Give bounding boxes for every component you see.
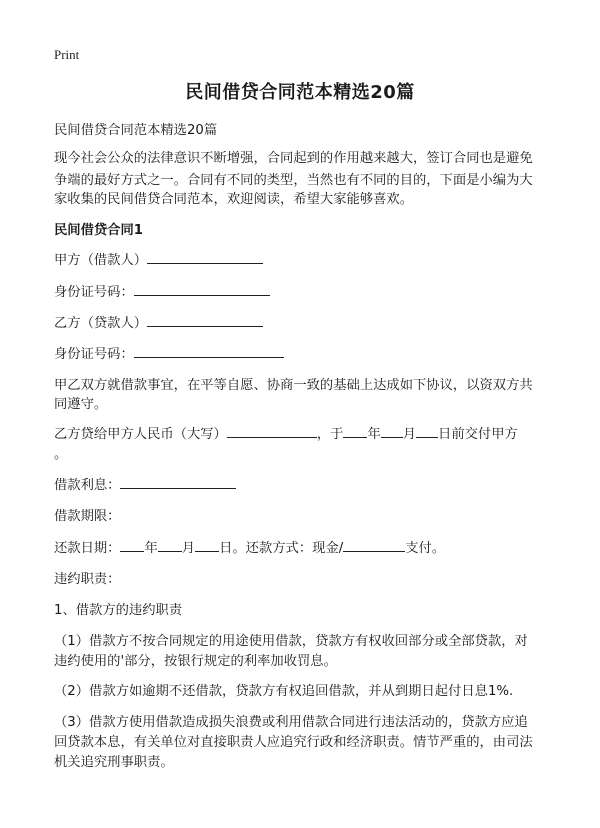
party-a-blank: [147, 250, 263, 264]
repay-method-blank: [343, 538, 405, 552]
day-blank: [416, 424, 438, 438]
repay-month-blank: [158, 538, 182, 552]
repay-label: 还款日期：: [54, 541, 121, 556]
repay-month-label: 月: [181, 541, 196, 556]
party-a-label: 甲方（借款人）: [54, 253, 148, 268]
party-a-row: [54, 249, 263, 268]
repay-row: [54, 537, 445, 556]
intro-line: 现今社会公众的法律意识不断增强，合同起到的作用越来越大，签订合同也是避免: [54, 151, 533, 166]
repay-suffix: 支付。: [405, 541, 446, 556]
clause-line: 违约使用的'部分，按银行规定的利率加收罚息。: [54, 654, 337, 669]
month-blank: [381, 424, 403, 438]
party-b-row: [54, 312, 263, 331]
agreement-line: 甲乙双方就借款事宜，在平等自愿、协商一致的基础上达成如下协议，以资双方共: [54, 378, 533, 393]
id-number-label: 身份证号码：: [54, 285, 134, 300]
term-row: 借款期限：: [54, 509, 121, 524]
id-number-row-1: [54, 281, 270, 300]
interest-row: [54, 474, 236, 493]
month-label: 月: [402, 427, 417, 442]
clause-line: 回贷款本息，有关单位对直接职责人应追究行政和经济职责。情节严重的，由司法: [54, 735, 533, 750]
loan-amount-row: [54, 423, 518, 442]
clause-line: 机关追究刑事职责。: [54, 755, 174, 770]
liability-item: 1、借款方的违约职责: [54, 603, 183, 618]
intro-paragraph: [54, 148, 533, 192]
document-subtitle: 民间借贷合同范本精选20篇: [54, 123, 218, 138]
repay-year-label: 年: [144, 541, 158, 556]
interest-blank: [120, 475, 236, 489]
party-b-label: 乙方（贷款人）: [54, 316, 148, 331]
id-number-label: 身份证号码：: [54, 347, 134, 362]
loan-date-prefix: ，于: [316, 427, 344, 442]
loan-period: 。: [54, 447, 68, 462]
clause-line: （1）借款方不按合同规定的用途使用借款，贷款方有权收回部分或全部贷款，对: [54, 634, 528, 649]
party-b-blank: [147, 313, 263, 327]
liability-heading: 违约职责：: [54, 572, 121, 587]
document-title: 民间借贷合同范本精选20篇: [185, 82, 415, 103]
id-number-blank: [134, 344, 284, 358]
loan-amount-blank: [227, 424, 317, 438]
intro-line: 争端的最好方式之一。合同有不同的类型，当然也有不同的目的，下面是小编为大: [54, 173, 533, 188]
year-label: 年: [367, 427, 381, 442]
clause-line: （3）借款方使用借款造成损失浪费或利用借款合同进行违法活动的，贷款方应追: [54, 715, 528, 730]
intro-line: 家收集的民间借贷合同范本，欢迎阅读，希望大家能够喜欢。: [54, 192, 414, 207]
print-link[interactable]: Print: [54, 47, 80, 62]
year-blank: [343, 424, 367, 438]
id-number-blank: [134, 282, 270, 296]
clause-line: （2）借款方如逾期不还借款，贷款方有权追回借款，并从到期日起付日息1%.: [54, 684, 514, 699]
repay-day-blank: [195, 538, 219, 552]
agreement-line: 同遵守。: [54, 397, 108, 412]
repay-method-label: 日。还款方式：现金/: [219, 541, 344, 556]
loan-date-suffix: 日前交付甲方: [438, 427, 518, 442]
loan-amount-label: 乙方贷给甲方人民币（大写）: [54, 427, 227, 442]
section-title: 民间借贷合同1: [54, 223, 144, 238]
repay-year-blank: [120, 538, 144, 552]
interest-label: 借款利息：: [54, 478, 121, 493]
id-number-row-2: [54, 343, 284, 362]
